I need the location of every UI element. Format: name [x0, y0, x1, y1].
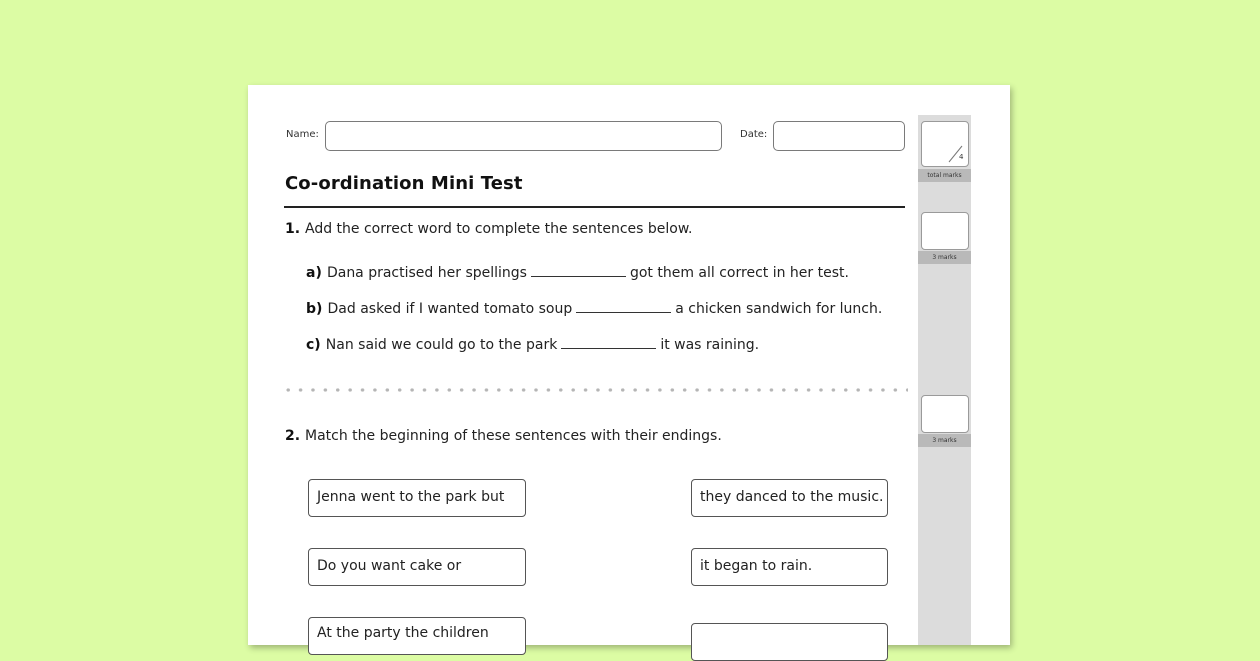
total-marks-box[interactable]: [921, 121, 969, 167]
question-1-prompt: Add the correct word to complete the sentences below.: [305, 221, 693, 237]
part-before-text: Nan said we could go to the park: [325, 337, 558, 353]
q2-marks-label: 3 marks: [918, 434, 971, 447]
answer-blank[interactable]: [576, 300, 671, 313]
total-marks-label: total marks: [918, 169, 971, 182]
part-after-text: it was raining.: [660, 337, 760, 353]
match-ending-2[interactable]: it began to rain.: [691, 548, 888, 586]
question-1-number: 1.: [285, 221, 301, 237]
match-ending-3[interactable]: [691, 623, 888, 661]
part-letter: b): [306, 301, 323, 317]
q2-marks-box[interactable]: [921, 395, 969, 433]
answer-blank[interactable]: [531, 264, 626, 277]
match-beginning-1[interactable]: Jenna went to the park but: [308, 479, 526, 517]
answer-blank[interactable]: [561, 336, 656, 349]
question-1a: [306, 262, 849, 281]
total-marks-value: 4: [959, 153, 964, 161]
date-field[interactable]: [773, 121, 905, 151]
date-label: Date:: [740, 129, 768, 140]
worksheet-title: Co-ordination Mini Test: [285, 173, 523, 194]
part-before-text: Dana practised her spellings: [326, 265, 527, 281]
part-after-text: a chicken sandwich for lunch.: [675, 301, 883, 317]
name-field[interactable]: [325, 121, 722, 151]
marks-column: [918, 115, 971, 645]
match-ending-1[interactable]: they danced to the music.: [691, 479, 888, 517]
question-1b: [306, 298, 882, 317]
worksheet-page: [248, 85, 1010, 645]
dotted-separator: [282, 388, 908, 392]
question-2-prompt: Match the beginning of these sentences with their endings.: [305, 428, 722, 444]
question-1c: [306, 334, 759, 353]
q1-marks-box[interactable]: [921, 212, 969, 250]
question-2-number: 2.: [285, 428, 301, 444]
part-letter: c): [306, 337, 321, 353]
title-underline: [284, 206, 905, 208]
name-label: Name:: [286, 129, 319, 140]
match-beginning-3[interactable]: At the party the children: [308, 617, 526, 655]
q1-marks-label: 3 marks: [918, 251, 971, 264]
part-letter: a): [306, 265, 322, 281]
part-before-text: Dad asked if I wanted tomato soup: [327, 301, 573, 317]
part-after-text: got them all correct in her test.: [629, 265, 849, 281]
match-beginning-2[interactable]: Do you want cake or: [308, 548, 526, 586]
